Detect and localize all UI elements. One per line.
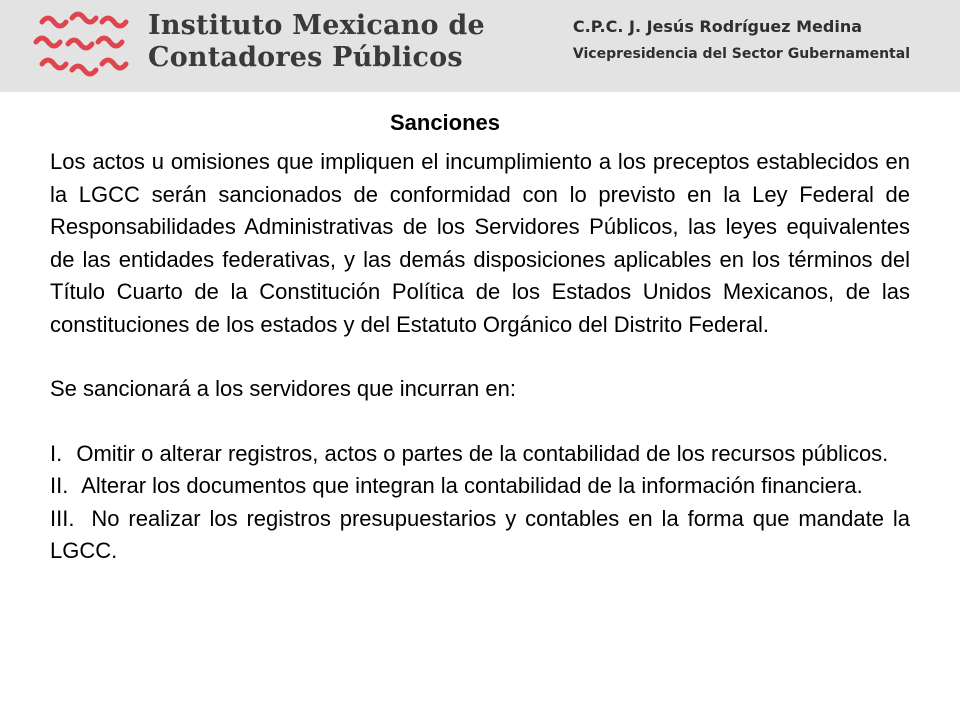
org-name-line2: Contadores Públicos xyxy=(148,42,463,73)
list-item-number: I. xyxy=(50,440,63,466)
list-item-number: II. xyxy=(50,473,69,498)
slide-title: Sanciones xyxy=(389,110,501,135)
slide-body xyxy=(50,146,910,568)
presenter-info xyxy=(573,17,910,63)
list-intro: Se sancionará a los servidores que incurran en: xyxy=(50,376,516,401)
presenter-name: C.P.C. J. Jesús Rodríguez Medina xyxy=(572,17,863,36)
intro-paragraph: Los actos u omisiones que impliquen el incumplimiento a los preceptos establecidos en la LGCC serán sancionados de conformidad con lo previsto en la Ley Federal de Responsabilidades Administrativas de los Servidores Públicos, las leyes equivalentes de las entidades federativas, y las demás disposiciones aplicables en los términos del Título Cuarto de la Constitución Política de los Estados Unidos Mexicanos, de las constituciones de los estados y del Estatuto Orgánico del Distrito Federal. xyxy=(50,149,910,337)
presenter-role: Vicepresidencia del Sector Gubernamental xyxy=(572,46,910,62)
imcp-logo-icon xyxy=(28,8,134,84)
list-item-text: Omitir o alterar registros, actos o partes de la contabilidad de los recursos públicos. xyxy=(76,440,889,466)
org-name-line1: Instituto Mexicano de xyxy=(148,10,485,41)
list-item-text: Alterar los documentos que integran la contabilidad de la información financiera. xyxy=(81,473,863,498)
header-banner xyxy=(0,0,960,92)
list-item xyxy=(50,438,910,471)
list-item-number: III. xyxy=(50,505,75,531)
list-item xyxy=(50,503,910,568)
list-item xyxy=(50,470,910,503)
organization-name xyxy=(148,10,485,74)
list-item-text: No realizar los registros presupuestarios y contables en la forma que mandate la LGCC. xyxy=(50,505,910,563)
